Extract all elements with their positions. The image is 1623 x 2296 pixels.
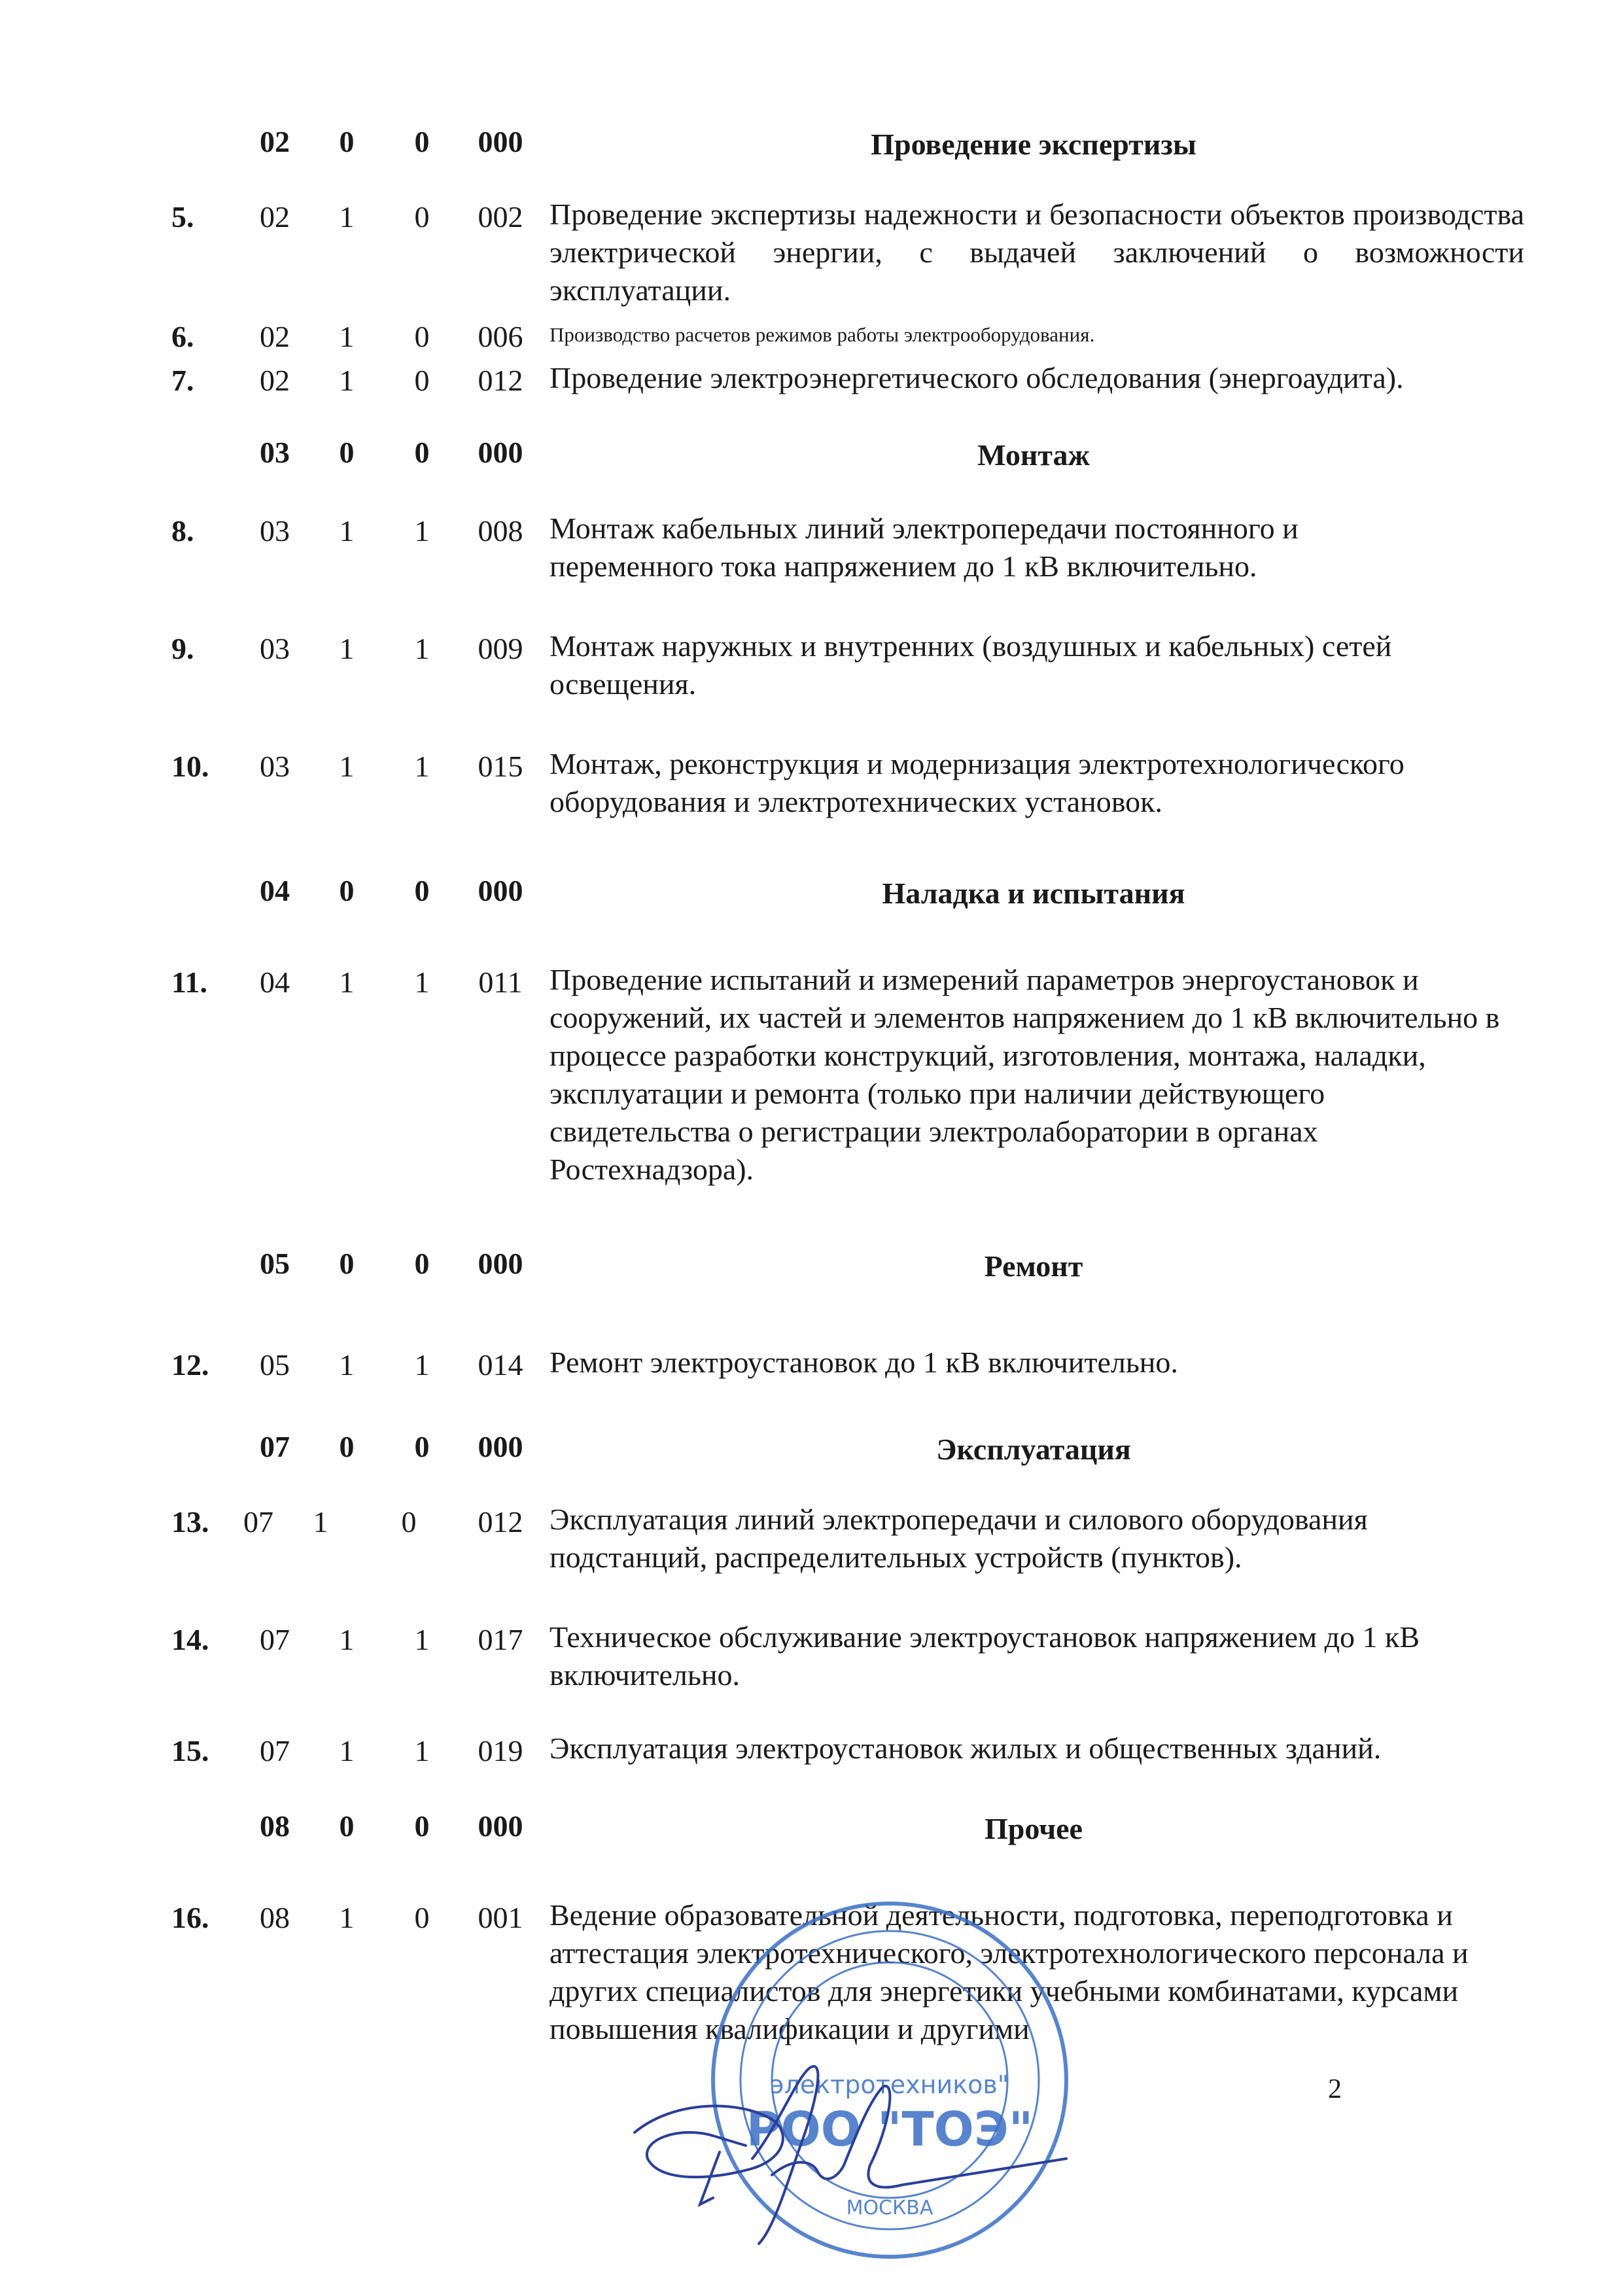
code-item: 000 <box>478 436 523 469</box>
item-description: Проведение экспертизы надежности и безопасности объектов производства электрической энергии, с выдачей заключений о возможности эксплуатации. <box>550 198 1524 307</box>
code-group: 04 <box>260 874 290 907</box>
item-description: Монтаж кабельных линий электропередачи постоянного и переменного тока напряжением до 1 кВ включительно. <box>550 512 1299 583</box>
code-sub2: 0 <box>414 320 430 353</box>
item-description: Ремонт электроустановок до 1 кВ включительно. <box>550 1346 1178 1379</box>
item-number: 15. <box>171 1734 209 1767</box>
code-group: 03 <box>260 436 290 469</box>
item-description: Эксплуатация электроустановок жилых и общественных зданий. <box>550 1731 1382 1765</box>
code-sub1: 1 <box>339 965 355 999</box>
code-group: 08 <box>260 1901 290 1934</box>
code-item: 008 <box>478 514 523 548</box>
code-sub1: 1 <box>339 320 355 353</box>
code-sub2: 1 <box>414 965 430 999</box>
code-sub2: 1 <box>414 1348 430 1382</box>
code-item: 001 <box>478 1901 523 1934</box>
code-sub1: 1 <box>339 1734 355 1767</box>
code-sub1: 1 <box>313 1505 328 1539</box>
code-item: 017 <box>478 1623 523 1656</box>
code-sub1: 1 <box>339 1901 355 1934</box>
item-number: 14. <box>171 1623 209 1656</box>
code-group: 02 <box>260 364 290 397</box>
code-group: 03 <box>260 632 290 665</box>
code-sub2: 0 <box>414 436 430 469</box>
item-number: 7. <box>171 364 194 397</box>
stamp-text-city: МОСКВА <box>846 2197 934 2219</box>
code-sub2: 0 <box>414 200 430 234</box>
code-sub1: 1 <box>339 1623 355 1656</box>
code-sub1: 0 <box>339 1809 355 1843</box>
section-title: Эксплуатация <box>936 1433 1131 1466</box>
code-sub1: 1 <box>339 632 355 665</box>
stamp-text-main: РОО "ТОЭ" <box>746 2102 1034 2157</box>
code-item: 019 <box>478 1734 523 1767</box>
code-sub1: 1 <box>339 200 355 234</box>
code-group: 07 <box>260 1623 290 1656</box>
code-sub2: 1 <box>414 1623 430 1656</box>
code-group: 03 <box>260 514 290 548</box>
section-title: Проведение экспертизы <box>871 128 1196 161</box>
code-sub1: 1 <box>339 364 355 397</box>
code-sub2: 0 <box>414 1901 430 1934</box>
code-item: 009 <box>478 632 523 665</box>
item-description: Монтаж, реконструкция и модернизация электротехнологического оборудования и электротехнических установок. <box>550 747 1405 818</box>
code-item: 000 <box>478 1809 523 1843</box>
code-sub1: 0 <box>339 1247 355 1280</box>
code-sub2: 1 <box>414 514 430 548</box>
item-description: Проведение электроэнергетического обследования (энергоаудита). <box>550 361 1404 394</box>
code-sub1: 0 <box>339 125 355 158</box>
code-sub2: 1 <box>414 1734 430 1767</box>
code-group: 07 <box>260 1734 290 1767</box>
code-sub2: 0 <box>401 1505 417 1539</box>
item-number: 6. <box>171 320 194 353</box>
code-group: 03 <box>260 750 290 783</box>
code-item: 000 <box>478 1247 523 1280</box>
code-item: 000 <box>478 874 523 907</box>
item-description: Ведение образовательной деятельности, подготовка, переподготовка и аттестация электротехнического, электротехнологического персонала и других специалистов для энергетики учебными комбинатами, курсами повышения квалификации и другими <box>550 1898 1469 2045</box>
item-number: 12. <box>171 1348 209 1382</box>
code-sub1: 0 <box>339 436 355 469</box>
code-sub1: 0 <box>339 874 355 907</box>
code-group: 02 <box>260 125 290 158</box>
code-item: 000 <box>478 1430 523 1463</box>
code-sub1: 1 <box>339 514 355 548</box>
item-description: Эксплуатация линий электропередачи и силового оборудования подстанций, распределительных устройств (пунктов). <box>550 1503 1368 1574</box>
page-number: 2 <box>1328 2074 1342 2104</box>
code-sub2: 0 <box>414 1809 430 1843</box>
item-description: Техническое обслуживание электроустановок напряжением до 1 кВ включительно. <box>550 1620 1420 1692</box>
code-group: 04 <box>260 965 290 999</box>
item-number: 10. <box>171 750 209 783</box>
code-sub2: 0 <box>414 364 430 397</box>
item-number: 11. <box>171 965 207 999</box>
code-item: 014 <box>478 1348 523 1382</box>
code-group: 02 <box>260 320 290 353</box>
signature <box>621 2061 1079 2257</box>
code-sub2: 0 <box>414 874 430 907</box>
code-group: 08 <box>260 1809 290 1843</box>
code-sub1: 1 <box>339 750 355 783</box>
section-title: Наладка и испытания <box>882 877 1185 910</box>
item-description: Производство расчетов режимов работы электрооборудования. <box>550 323 1095 346</box>
code-item: 012 <box>478 364 523 397</box>
code-item: 006 <box>478 320 523 353</box>
stamp-text-top: электротехников" <box>770 2070 1009 2099</box>
section-title: Ремонт <box>984 1249 1083 1283</box>
section-title: Прочее <box>985 1812 1083 1845</box>
item-number: 5. <box>171 200 194 234</box>
code-group: 05 <box>260 1247 290 1280</box>
item-number: 16. <box>171 1901 209 1934</box>
code-sub2: 0 <box>414 1247 430 1280</box>
item-number: 13. <box>171 1505 209 1539</box>
code-item: 000 <box>478 125 523 158</box>
code-group: 07 <box>243 1505 273 1539</box>
code-sub2: 1 <box>414 750 430 783</box>
code-group: 07 <box>260 1430 290 1463</box>
item-number: 9. <box>171 632 194 665</box>
code-item: 012 <box>478 1505 523 1539</box>
code-group: 05 <box>260 1348 290 1382</box>
item-description: Монтаж наружных и внутренних (воздушных и кабельных) сетей освещения. <box>550 629 1392 701</box>
code-sub2: 1 <box>414 632 430 665</box>
section-title: Монтаж <box>977 438 1090 472</box>
code-item: 002 <box>478 200 523 234</box>
code-item: 011 <box>478 965 523 999</box>
code-sub2: 0 <box>414 1430 430 1463</box>
code-sub1: 0 <box>339 1430 355 1463</box>
code-item: 015 <box>478 750 523 783</box>
code-sub2: 0 <box>414 125 430 158</box>
code-sub1: 1 <box>339 1348 355 1382</box>
item-number: 8. <box>171 514 194 548</box>
code-group: 02 <box>260 200 290 234</box>
item-description: Проведение испытаний и измерений параметров энергоустановок и сооружений, их частей и элементов напряжением до 1 кВ включительно в процессе разработки конструкций, изготовления, монтажа, наладки, эксплуатации и ремонта (только при наличии действующего свидетельства о регистрации электролаборатории в органах Ростехнадзора). <box>550 963 1500 1186</box>
